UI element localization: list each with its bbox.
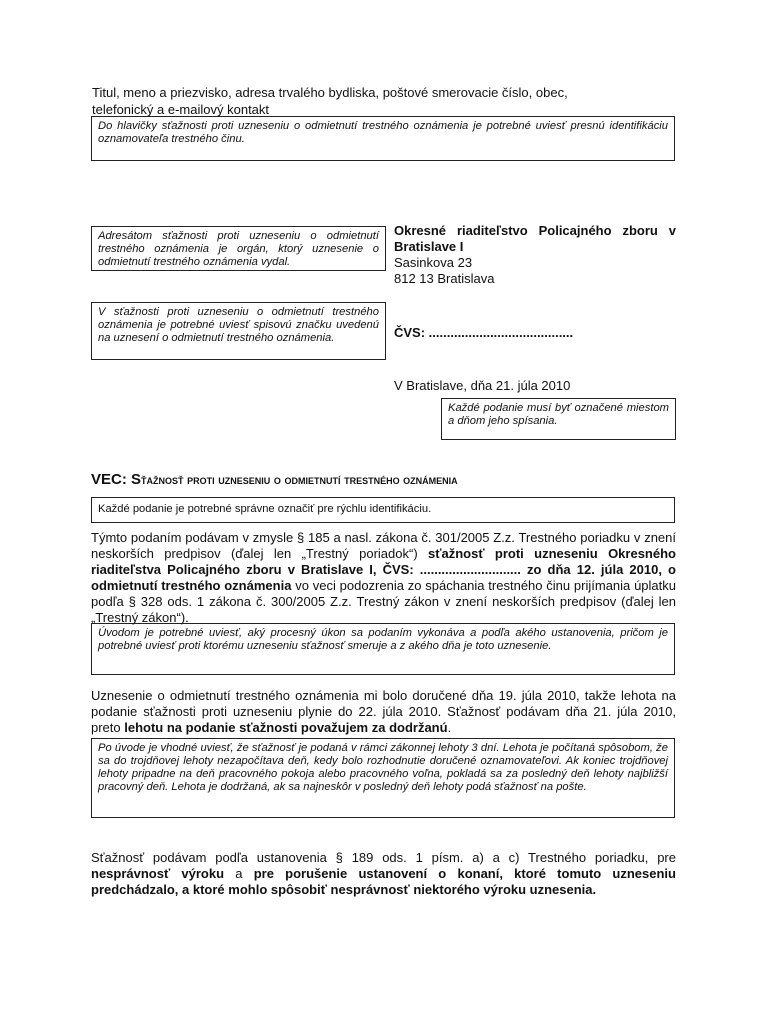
recipient-name: Okresné riaditeľstvo Policajného zboru v Bratislave I xyxy=(394,223,676,254)
sender-line-1: Titul, meno a priezvisko, adresa trvalého bydliska, poštové smerovacie číslo, obec, xyxy=(92,85,568,100)
note-file-mark: V sťažnosti proti uzneseniu o odmietnutí trestného oznámenia je potrebné uviesť spisovú značku uvedenú na uznesení o odmietnutí trestného oznámenia. xyxy=(91,302,386,360)
p2-text-a: Uznesenie o odmietnutí trestného oznámenia mi bolo doručené dňa 19. júla 2010, takže lehota na podanie sťažnosti proti uzneseniu plynie do 22. júla 2010. Sťažnosť podávam dňa 21. júla 2010, preto xyxy=(91,688,676,735)
note-place-date: Každé podanie musí byť označené miestom a dňom jeho spísania. xyxy=(441,398,676,440)
sender-details xyxy=(92,84,652,118)
note-introduction: Úvodom je potrebné uviesť, aký procesný úkon sa podaním vykonáva a podľa akého ustanovenia, pričom je potrebné uviesť proti ktorému uzneseniu sťažnosť smeruje a z akého dňa je toto uznesenie. xyxy=(91,623,675,675)
note-deadline: Po úvode je vhodné uviesť, že sťažnosť je podaná v rámci zákonnej lehoty 3 dní. Lehota je počítaná spôsobom, že sa do trojdňovej lehoty nezapočítava deň, kedy bolo rozhodnutie doručené oznamovateľovi. Ak koniec trojdňovej lehoty pripadne na deň pracovného pokoja alebo pracovného voľna, pokladá sa za posledný deň lehoty najbližší pracovný deň. Lehota je dodržaná, ak sa najneskôr v posledný deň lehoty podá sťažnosť na pošte. xyxy=(91,738,675,818)
place-and-date: V Bratislave, dňa 21. júla 2010 xyxy=(394,378,571,393)
p3-text-b: nesprávnosť výroku xyxy=(91,866,225,881)
note-addressee: Adresátom sťažnosti proti uzneseniu o odmietnutí trestného oznámenia je orgán, ktorý uznesenie o odmietnutí trestného oznámenia vydal. xyxy=(91,226,386,271)
p3-text-c: a xyxy=(224,866,254,881)
note-identification: Každé podanie je potrebné správne označiť pre rýchlu identifikáciu. xyxy=(91,497,675,523)
recipient-city: 812 13 Bratislava xyxy=(394,271,495,286)
p3-text-d: pre porušenie ustanovení o konaní, ktoré tomuto uzneseniu predchádzalo, a ktoré mohlo spôsobiť nesprávnosť niektorého výroku uznesenia. xyxy=(91,866,676,897)
paragraph-introduction xyxy=(91,530,676,626)
recipient-street: Sasinkova 23 xyxy=(394,255,473,270)
note-header: Do hlavičky sťažnosti proti uzneseniu o odmietnutí trestného oznámenia je potrebné uviesť presnú identifikáciu oznamovateľa trestného činu. xyxy=(91,116,675,161)
p1-text-c: vo veci podozrenia zo spáchania trestného činu prijímania úplatku podľa § 328 ods. 1 zákona č. 300/2005 Z.z. Trestný zákon v znení neskorších predpisov (ďalej len „Trestný zákon“). xyxy=(91,578,676,625)
recipient-address xyxy=(394,223,676,287)
paragraph-grounds xyxy=(91,850,676,898)
p3-text-a: Sťažnosť podávam podľa ustanovenia § 189 ods. 1 písm. a) a c) Trestného poriadku, pre xyxy=(91,850,676,865)
paragraph-delivery xyxy=(91,688,676,736)
p2-text-b: lehotu na podanie sťažnosti považujem za dodržanú xyxy=(124,720,448,735)
subject-lead: VEC: S xyxy=(91,471,142,488)
subject-line xyxy=(91,471,676,488)
p1-text-b: sťažnosť proti uzneseniu Okresného riaditeľstva Policajného zboru v Bratislave I, ČVS: ............................ zo dňa 12. júla 2010, o odmietnutí trestného oznámenia xyxy=(91,546,676,593)
file-number: ČVS: ........................................ xyxy=(394,325,574,340)
p1-text-a: Týmto podaním podávam v zmysle § 185 a nasl. zákona č. 301/2005 Z.z. Trestného poriadku v znení neskorších predpisov (ďalej len „Trestný poriadok“) xyxy=(91,530,676,561)
p2-text-c: . xyxy=(447,720,452,735)
subject-rest: ťažnosť proti uzneseniu o odmietnutí trestného oznámenia xyxy=(141,472,458,487)
sender-line-2: telefonický a e-mailový kontakt xyxy=(92,102,270,117)
